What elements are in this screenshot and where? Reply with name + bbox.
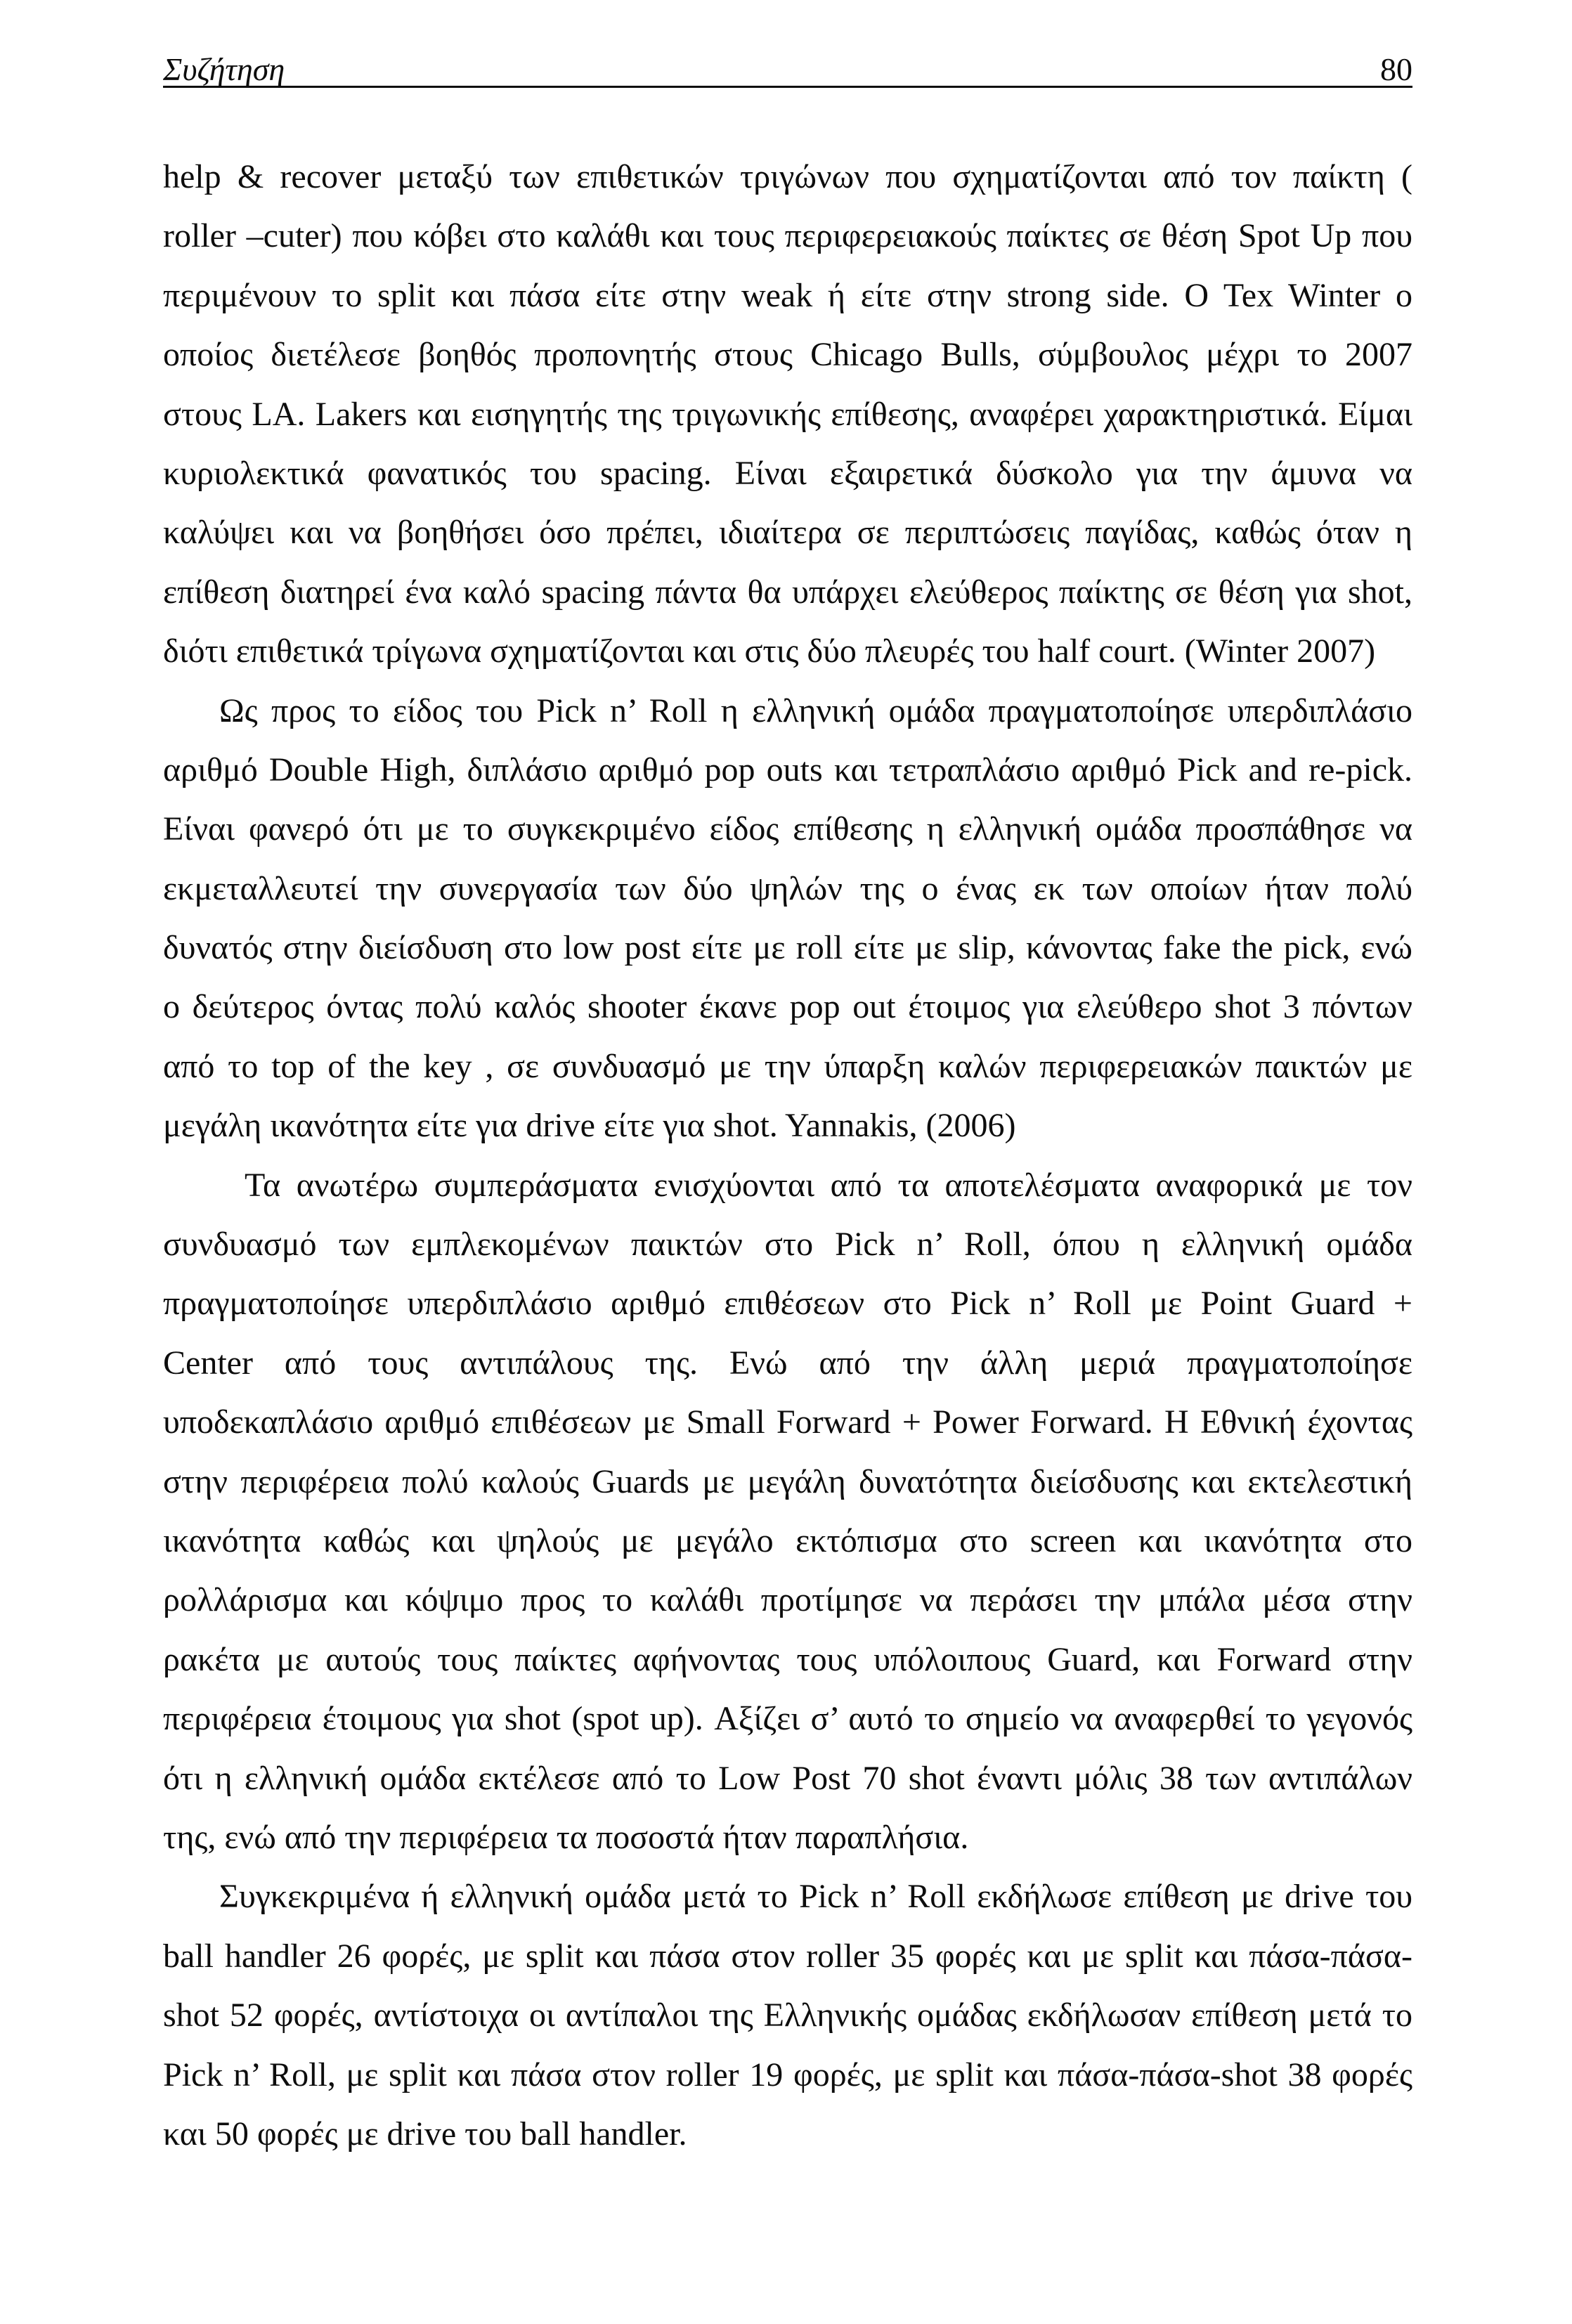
text-line: Center από τους αντιπάλους της. Ενώ από την άλλη μεριά πραγματοποίησε [163, 1344, 1412, 1382]
text-line: της, ενώ από την περιφέρεια τα ποσοστά ήταν παραπλήσια. [163, 1818, 969, 1856]
text-line: roller –cuter) που κόβει στο καλάθι και τους περιφερειακούς παίκτες σε θέση Spot Up που [163, 217, 1412, 255]
text-line: ball handler 26 φορές, με split και πάσα στον roller 35 φορές και με split και πάσα-πάσα- [163, 1937, 1412, 1975]
text-line: ικανότητα καθώς και ψηλούς με μεγάλο εκτόπισμα στο screen και ικανότητα στο [163, 1521, 1412, 1559]
text-line: διότι επιθετικά τρίγωνα σχηματίζονται και στις δύο πλευρές του half court. (Winter 2007) [163, 632, 1376, 670]
text-line: εκμεταλλευτεί την συνεργασία των δύο ψηλών της ο ένας εκ των οποίων ήταν πολύ [163, 869, 1412, 907]
page-header [163, 42, 1412, 88]
paragraph-4 [163, 1867, 1412, 2164]
text-line: περιμένουν το split και πάσα είτε στην weak ή είτε στην strong side. O Tex Winter ο [163, 276, 1412, 314]
text-line: από το top of the key , σε συνδυασμό με την ύπαρξη καλών περιφερειακών παικτών με [163, 1047, 1412, 1085]
section-title: Συζήτηση [163, 51, 285, 87]
text-line: κυριολεκτικά φανατικός του spacing. Είναι εξαιρετικά δύσκολο για την άμυνα να [163, 454, 1412, 492]
text-line: περιφέρεια έτοιμους για shot (spot up). Αξίζει σ’ αυτό το σημείο να αναφερθεί το γεγονός [163, 1700, 1412, 1738]
text-line: shot 52 φορές, αντίστοιχα οι αντίπαλοι της Ελληνικής ομάδας εκδήλωσαν επίθεση μετά το [163, 1997, 1412, 2034]
text-line: μεγάλη ικανότητα είτε για drive είτε για shot. Yannakis, (2006) [163, 1107, 1016, 1145]
paragraph-3 [163, 1156, 1412, 1868]
text-line: καλύψει και να βοηθήσει όσο πρέπει, ιδιαίτερα σε περιπτώσεις παγίδας, καθώς όταν η [163, 514, 1412, 552]
text-line: ότι η ελληνική ομάδα εκτέλεσε από το Low Post 70 shot έναντι μόλις 38 των αντιπάλων [163, 1759, 1412, 1797]
text-line: δυνατός στην διείσδυση στο low post είτε με roll είτε με slip, κάνοντας fake the pick, ενώ [163, 929, 1412, 967]
text-line: help & recover μεταξύ των επιθετικών τριγώνων που σχηματίζονται από τον παίκτη ( [163, 158, 1412, 195]
text-line: Τα ανωτέρω συμπεράσματα ενισχύονται από τα αποτελέσματα αναφορικά με τον [245, 1166, 1412, 1204]
text-line: Ως προς το είδος του Pick n’ Roll η ελληνική ομάδα πραγματοποίησε υπερδιπλάσιο [219, 692, 1412, 729]
text-line: συνδυασμό των εμπλεκομένων παικτών στο Pick n’ Roll, όπου η ελληνική ομάδα [163, 1226, 1412, 1264]
text-line: Συγκεκριμένα ή ελληνική ομάδα μετά το Pick n’ Roll εκδήλωσε επίθεση με drive του [219, 1878, 1412, 1916]
text-line: ρακέτα με αυτούς τους παίκτες αφήνοντας τους υπόλοιπους Guard, και Forward στην [163, 1640, 1412, 1678]
text-line: ο δεύτερος όντας πολύ καλός shooter έκανε pop out έτοιμος για ελεύθερο shot 3 πόντων [163, 988, 1412, 1026]
body-text [163, 148, 1412, 2164]
text-line: αριθμό Double High, διπλάσιο αριθμό pop outs και τετραπλάσιο αριθμό Pick and re-pick. [163, 751, 1412, 788]
text-line: στην περιφέρεια πολύ καλούς Guards με μεγάλη δυνατότητα διείσδυσης και εκτελεστική [163, 1462, 1412, 1500]
text-line: και 50 φορές με drive του ball handler. [163, 2115, 687, 2153]
text-line: οποίος διετέλεσε βοηθός προπονητής στους Chicago Bulls, σύμβουλος μέχρι το 2007 [163, 336, 1412, 374]
text-line: ρολλάρισμα και κόψιμο προς το καλάθι προτίμησε να περάσει την μπάλα μέσα στην [163, 1581, 1412, 1619]
page-number: 80 [1380, 51, 1412, 87]
text-line: επίθεση διατηρεί ένα καλό spacing πάντα θα υπάρχει ελεύθερος παίκτης σε θέση για shot, [163, 573, 1412, 611]
text-line: Pick n’ Roll, με split και πάσα στον roller 19 φορές, με split και πάσα-πάσα-shot 38 φορές [163, 2056, 1412, 2093]
text-line: υποδεκαπλάσιο αριθμό επιθέσεων με Small Forward + Power Forward. Η Εθνική έχοντας [163, 1403, 1412, 1441]
paragraph-2 [163, 682, 1412, 1156]
text-line: Είναι φανερό ότι με το συγκεκριμένο είδος επίθεσης η ελληνική ομάδα προσπάθησε να [163, 810, 1412, 848]
paragraph-1 [163, 148, 1412, 682]
text-line: πραγματοποίησε υπερδιπλάσιο αριθμό επιθέσεων στο Pick n’ Roll με Point Guard + [163, 1285, 1412, 1323]
text-line: στους LA. Lakers και εισηγητής της τριγωνικής επίθεσης, αναφέρει χαρακτηριστικά. Είμαι [163, 395, 1412, 433]
